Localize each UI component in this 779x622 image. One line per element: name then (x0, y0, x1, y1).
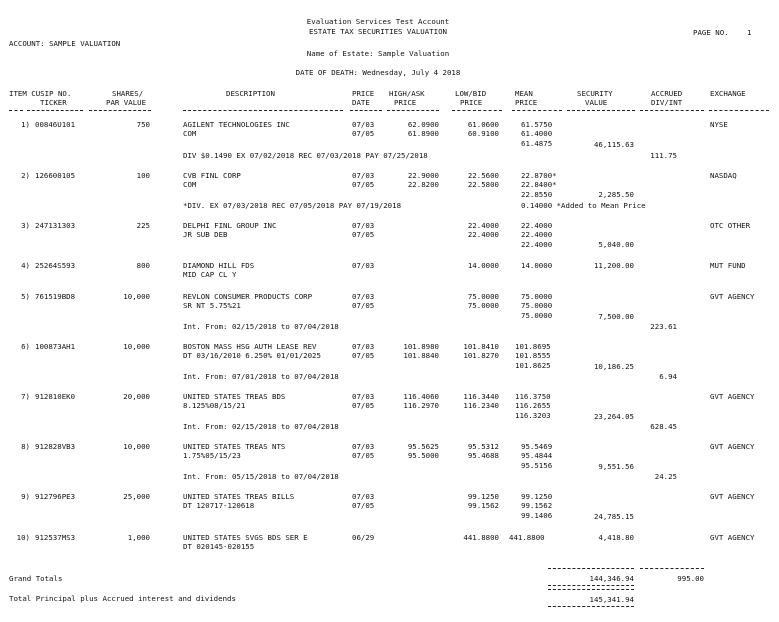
mean-price: 101.8695 (515, 342, 551, 351)
price-date: 07/05 (352, 451, 375, 460)
col-par-value: PAR VALUE (106, 98, 147, 107)
exchange: NASDAQ (710, 171, 737, 180)
mean-price: 441.8800 (509, 533, 545, 542)
cusip: 247131303 (35, 221, 76, 230)
low-bid-price: 95.5312 (467, 442, 499, 451)
price-date: 07/05 (352, 401, 375, 410)
estate-name: Name of Estate: Sample Valuation (306, 49, 450, 58)
mean-price: 99.1406 (521, 511, 553, 520)
mean-price: 116.3750 (515, 392, 551, 401)
interest-note: Int. From: 07/01/2018 to 07/04/2018 (183, 372, 339, 381)
col-security-2: VALUE (585, 98, 608, 107)
description-line-2: SR NT 5.75%21 (183, 301, 241, 310)
mean-price: 116.2655 (515, 401, 551, 410)
price-date: 07/05 (352, 180, 375, 189)
interest-note: Int. From: 02/15/2018 to 07/04/2018 (183, 322, 339, 331)
low-bid-price: 14.0000 (467, 261, 499, 270)
description-line-1: UNITED STATES TREAS NTS (183, 442, 286, 451)
total-principal-value: 145,341.94 (589, 595, 634, 604)
exchange: GVT AGENCY (710, 392, 755, 401)
security-value: 7,500.00 (598, 312, 634, 321)
high-ask-price: 22.9000 (407, 171, 439, 180)
high-ask-price: 116.2970 (403, 401, 439, 410)
cusip: 912828VB3 (35, 442, 76, 451)
header-rule (387, 110, 439, 111)
low-bid-price: 101.8270 (463, 351, 499, 360)
price-date: 07/03 (352, 261, 375, 270)
low-bid-price: 95.4688 (467, 451, 499, 460)
price-date: 07/03 (352, 442, 375, 451)
shares: 750 (136, 120, 150, 129)
description-line-2: DT 120717-120618 (183, 501, 255, 510)
interest-note: Int. From: 05/15/2018 to 07/04/2018 (183, 472, 339, 481)
col-ticker: TICKER (40, 98, 67, 107)
dividend-note: *DIV. EX 07/03/2018 REC 07/05/2018 PAY 07/19/2018 (183, 201, 402, 210)
description-line-2: 8.125%08/15/21 (183, 401, 246, 410)
low-bid-price: 99.1562 (467, 501, 499, 510)
low-bid-price: 75.0000 (467, 292, 499, 301)
shares: 800 (136, 261, 150, 270)
mean-price: 99.1562 (521, 501, 553, 510)
security-value: 24,785.15 (593, 512, 634, 521)
low-bid-price: 22.4000 (467, 230, 499, 239)
mean-price: 61.5750 (521, 120, 553, 129)
price-date: 07/03 (352, 120, 375, 129)
price-date: 07/03 (352, 221, 375, 230)
cusip: 00846U101 (35, 120, 76, 129)
mean-price: 75.0000 (521, 311, 553, 320)
exchange: GVT AGENCY (710, 492, 755, 501)
item-number: 4) (21, 261, 30, 270)
item-number: 1) (21, 120, 30, 129)
item-number: 5) (21, 292, 30, 301)
item-number: 10) (16, 533, 30, 542)
low-bid-price: 99.1250 (467, 492, 499, 501)
price-date: 07/03 (352, 392, 375, 401)
accrued-value: 628.45 (650, 422, 677, 431)
mean-price: 75.0000 (521, 301, 553, 310)
item-number: 7) (21, 392, 30, 401)
mean-price: 75.0000 (521, 292, 553, 301)
price-date: 07/03 (352, 492, 375, 501)
totals-rule (548, 568, 634, 569)
item-number: 2) (21, 171, 30, 180)
description-line-1: DIAMOND HILL FDS (183, 261, 255, 270)
mean-price: 14.0000 (521, 261, 553, 270)
exchange: GVT AGENCY (710, 442, 755, 451)
page-label: PAGE NO. (693, 28, 729, 37)
col-exchange: EXCHANGE (710, 89, 746, 98)
low-bid-price: 116.3440 (463, 392, 499, 401)
cusip: 912537MS3 (35, 533, 76, 542)
col-description: DESCRIPTION (226, 89, 275, 98)
header-rule (709, 110, 769, 111)
report-title: ESTATE TAX SECURITIES VALUATION (309, 27, 447, 36)
company-name: Evaluation Services Test Account (306, 17, 450, 26)
grand-totals-label: Grand Totals (9, 574, 63, 583)
header-rule (567, 110, 635, 111)
accrued-value: 223.61 (650, 322, 677, 331)
col-low-bid-1: LOW/BID (455, 89, 487, 98)
accrued-value: 111.75 (650, 151, 677, 160)
mean-price: 61.4000 (521, 129, 553, 138)
mean-price: 22.8550 (521, 190, 553, 199)
low-bid-price: 22.5800 (467, 180, 499, 189)
mean-price: 22.4000 (521, 240, 553, 249)
cusip: 761519BD8 (35, 292, 76, 301)
price-date: 07/05 (352, 501, 375, 510)
account-name: ACCOUNT: SAMPLE VALUATION (9, 39, 121, 48)
header-rule (9, 110, 23, 111)
page-number: 1 (747, 28, 752, 37)
header-rule (183, 110, 343, 111)
high-ask-price: 441.8800 (463, 533, 499, 542)
low-bid-price: 75.0000 (467, 301, 499, 310)
description-line-2: 1.75%05/15/23 (183, 451, 241, 460)
total-principal-label: Total Principal plus Accrued interest and dividends (9, 594, 236, 603)
cusip: 912810EK0 (35, 392, 76, 401)
item-number: 8) (21, 442, 30, 451)
totals-rule (640, 568, 704, 569)
mean-price: 61.4875 (521, 139, 553, 148)
dividend-note: DIV $0.1490 EX 07/02/2018 REC 07/03/2018 PAY 07/25/2018 (183, 151, 428, 160)
shares: 10,000 (123, 292, 150, 301)
exchange: OTC OTHER (710, 221, 751, 230)
low-bid-price: 60.9100 (467, 129, 499, 138)
mean-price: 22.4000 (521, 221, 553, 230)
interest-note: Int. From: 02/15/2018 to 07/04/2018 (183, 422, 339, 431)
exchange: GVT AGENCY (710, 533, 755, 542)
description-line-2: DT 020145-020155 (183, 542, 255, 551)
high-ask-price: 95.5625 (407, 442, 439, 451)
mean-price: 95.5469 (521, 442, 553, 451)
high-ask-price: 101.8980 (403, 342, 439, 351)
shares: 100 (136, 171, 150, 180)
description-line-2: COM (183, 129, 197, 138)
security-value: 23,264.05 (593, 412, 634, 421)
security-value: 9,551.56 (598, 462, 634, 471)
description-line-1: BOSTON MASS HSG AUTH LEASE REV (183, 342, 317, 351)
price-date: 07/03 (352, 171, 375, 180)
security-value: 5,040.00 (598, 240, 634, 249)
header-rule (27, 110, 83, 111)
header-rule (640, 110, 704, 111)
grand-total-accrued: 995.00 (677, 574, 704, 583)
security-value: 2,285.50 (598, 190, 634, 199)
low-bid-price: 22.5600 (467, 171, 499, 180)
price-date: 07/05 (352, 230, 375, 239)
description-line-1: DELPHI FINL GROUP INC (183, 221, 277, 230)
item-number: 9) (21, 492, 30, 501)
item-number: 6) (21, 342, 30, 351)
low-bid-price: 116.2340 (463, 401, 499, 410)
shares: 1,000 (127, 533, 150, 542)
description-line-2: MID CAP CL Y (183, 270, 237, 279)
col-accrued-1: ACCRUED (651, 89, 683, 98)
mean-price: 95.4844 (521, 451, 553, 460)
col-low-bid-2: PRICE (460, 98, 483, 107)
price-date: 06/29 (352, 533, 375, 542)
description-line-1: UNITED STATES SVGS BDS SER E (183, 533, 308, 542)
security-value: 11,200.00 (593, 261, 634, 270)
col-price-date-1: PRICE (352, 89, 375, 98)
col-price-date-2: DATE (352, 98, 370, 107)
low-bid-price: 101.8410 (463, 342, 499, 351)
col-security-1: SECURITY (577, 89, 613, 98)
date-of-death: DATE OF DEATH: Wednesday, July 4 2018 (295, 68, 461, 77)
totals-double-rule (548, 585, 634, 590)
header-rule (350, 110, 382, 111)
cusip: 100873AH1 (35, 342, 76, 351)
description-line-1: UNITED STATES TREAS BILLS (183, 492, 295, 501)
high-ask-price: 101.8840 (403, 351, 439, 360)
mean-price-note: 0.14000 *Added to Mean Price (521, 201, 646, 210)
high-ask-price: 95.5000 (407, 451, 439, 460)
high-ask-price: 116.4060 (403, 392, 439, 401)
col-accrued-2: DIV/INT (651, 98, 683, 107)
header-rule (512, 110, 562, 111)
shares: 225 (136, 221, 150, 230)
shares: 10,000 (123, 442, 150, 451)
mean-price: 22.4000 (521, 230, 553, 239)
item-number: 3) (21, 221, 30, 230)
high-ask-price: 62.0900 (407, 120, 439, 129)
exchange: NYSE (710, 120, 728, 129)
description-line-1: AGILENT TECHNOLOGIES INC (183, 120, 290, 129)
totals-rule (548, 606, 634, 607)
col-mean-1: MEAN (515, 89, 533, 98)
accrued-value: 6.94 (659, 372, 677, 381)
high-ask-price: 61.8900 (407, 129, 439, 138)
cusip: 912796PE3 (35, 492, 76, 501)
low-bid-price: 22.4000 (467, 221, 499, 230)
security-value: 4,418.80 (598, 533, 634, 542)
low-bid-price: 61.0600 (467, 120, 499, 129)
high-ask-price: 22.8200 (407, 180, 439, 189)
mean-price: 101.8555 (515, 351, 551, 360)
col-mean-2: PRICE (515, 98, 538, 107)
col-high-ask-1: HIGH/ASK (389, 89, 425, 98)
security-value: 46,115.63 (593, 140, 634, 149)
mean-price: 22.8700* (521, 171, 557, 180)
accrued-value: 24.25 (654, 472, 677, 481)
shares: 20,000 (123, 392, 150, 401)
description-line-2: DT 03/16/2010 6.250% 01/01/2025 (183, 351, 321, 360)
description-line-1: UNITED STATES TREAS BDS (183, 392, 286, 401)
price-date: 07/03 (352, 342, 375, 351)
description-line-1: CVB FINL CORP (183, 171, 241, 180)
description-line-2: JR SUB DEB (183, 230, 228, 239)
mean-price: 22.8400* (521, 180, 557, 189)
shares: 25,000 (123, 492, 150, 501)
col-shares: SHARES/ (112, 89, 144, 98)
mean-price: 116.3203 (515, 411, 551, 420)
col-item-cusip: ITEM CUSIP NO. (9, 89, 72, 98)
col-high-ask-2: PRICE (394, 98, 417, 107)
price-date: 07/05 (352, 301, 375, 310)
grand-total-value: 144,346.94 (589, 574, 634, 583)
mean-price: 101.8625 (515, 361, 551, 370)
shares: 10,000 (123, 342, 150, 351)
price-date: 07/05 (352, 129, 375, 138)
description-line-2: COM (183, 180, 197, 189)
exchange: GVT AGENCY (710, 292, 755, 301)
cusip: 25264S593 (35, 261, 76, 270)
cusip: 126600105 (35, 171, 76, 180)
exchange: MUT FUND (710, 261, 746, 270)
price-date: 07/05 (352, 351, 375, 360)
description-line-1: REVLON CONSUMER PRODUCTS CORP (183, 292, 313, 301)
header-rule (89, 110, 151, 111)
mean-price: 99.1250 (521, 492, 553, 501)
price-date: 07/03 (352, 292, 375, 301)
security-value: 10,186.25 (593, 362, 634, 371)
mean-price: 95.5156 (521, 461, 553, 470)
header-rule (452, 110, 502, 111)
